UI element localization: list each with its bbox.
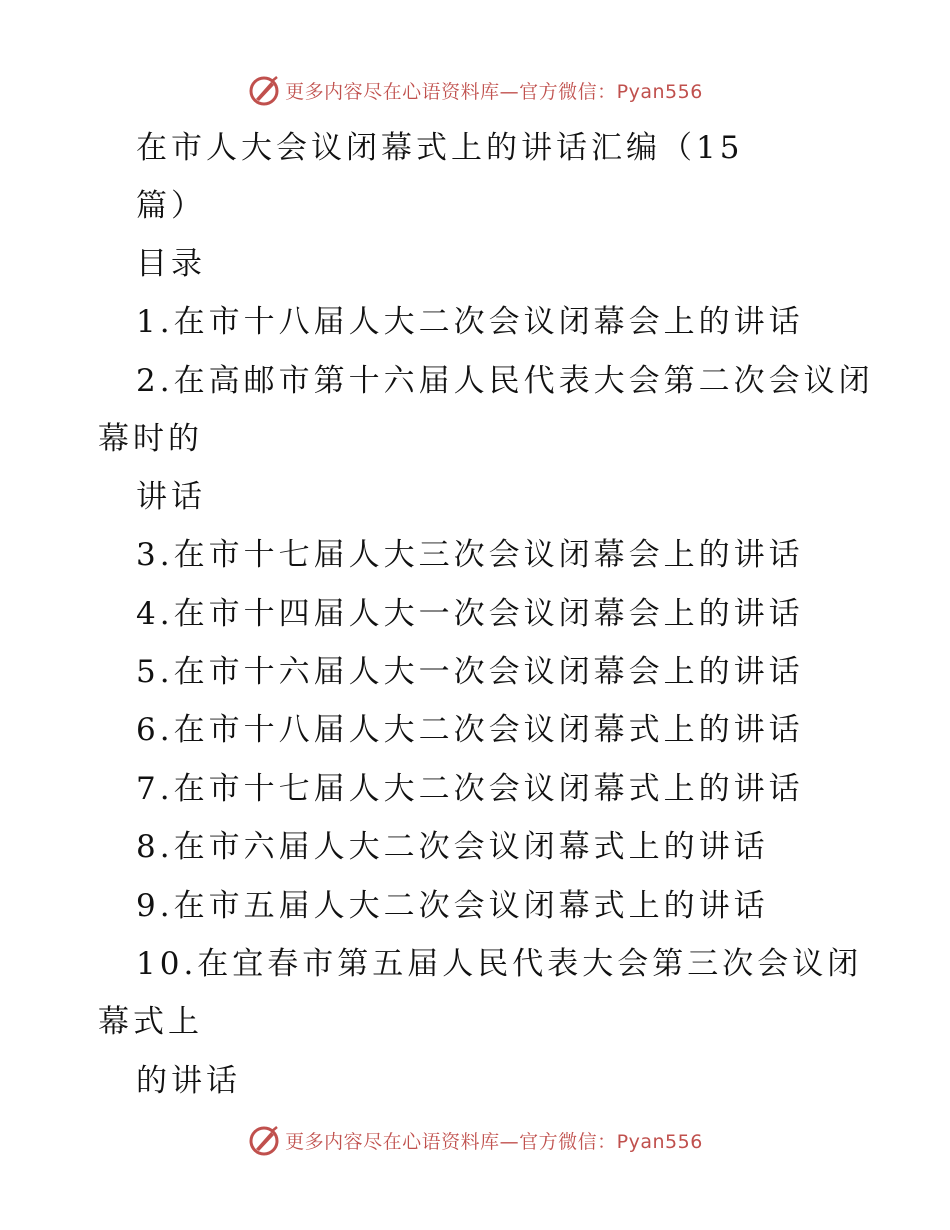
watermark-text: 更多内容尽在心语资料库—官方微信：Pyan556 xyxy=(285,1130,703,1153)
toc-item: 4.在市十四届人大一次会议闭幕会上的讲话 xyxy=(136,596,804,632)
toc-item-continuation: 幕式上 xyxy=(98,1004,203,1040)
quill-pen-circle-icon xyxy=(247,1123,281,1157)
toc-item: 10.在宜春市第五届人民代表大会第三次会议闭 xyxy=(136,946,863,982)
quill-pen-circle-icon xyxy=(247,73,281,107)
toc-item: 6.在市十八届人大二次会议闭幕式上的讲话 xyxy=(136,712,804,748)
toc-item-continuation: 讲话 xyxy=(136,479,206,515)
toc-item: 9.在市五届人大二次会议闭幕式上的讲话 xyxy=(136,888,769,924)
toc-heading: 目录 xyxy=(136,246,206,282)
document-title-line-2: 篇） xyxy=(136,188,206,224)
toc-item: 3.在市十七届人大三次会议闭幕会上的讲话 xyxy=(136,537,804,573)
footer-watermark xyxy=(0,1120,950,1160)
watermark-text: 更多内容尽在心语资料库—官方微信：Pyan556 xyxy=(285,80,703,103)
toc-item-continuation: 的讲话 xyxy=(136,1063,241,1099)
toc-item: 8.在市六届人大二次会议闭幕式上的讲话 xyxy=(136,829,769,865)
toc-item-continuation: 幕时的 xyxy=(98,421,203,457)
header-watermark xyxy=(0,70,950,110)
document-title-line-1: 在市人大会议闭幕式上的讲话汇编（15 xyxy=(136,130,744,166)
toc-item: 1.在市十八届人大二次会议闭幕会上的讲话 xyxy=(136,304,804,340)
toc-item: 7.在市十七届人大二次会议闭幕式上的讲话 xyxy=(136,771,804,807)
toc-item: 2.在高邮市第十六届人民代表大会第二次会议闭 xyxy=(136,363,874,399)
toc-item: 5.在市十六届人大一次会议闭幕会上的讲话 xyxy=(136,654,804,690)
